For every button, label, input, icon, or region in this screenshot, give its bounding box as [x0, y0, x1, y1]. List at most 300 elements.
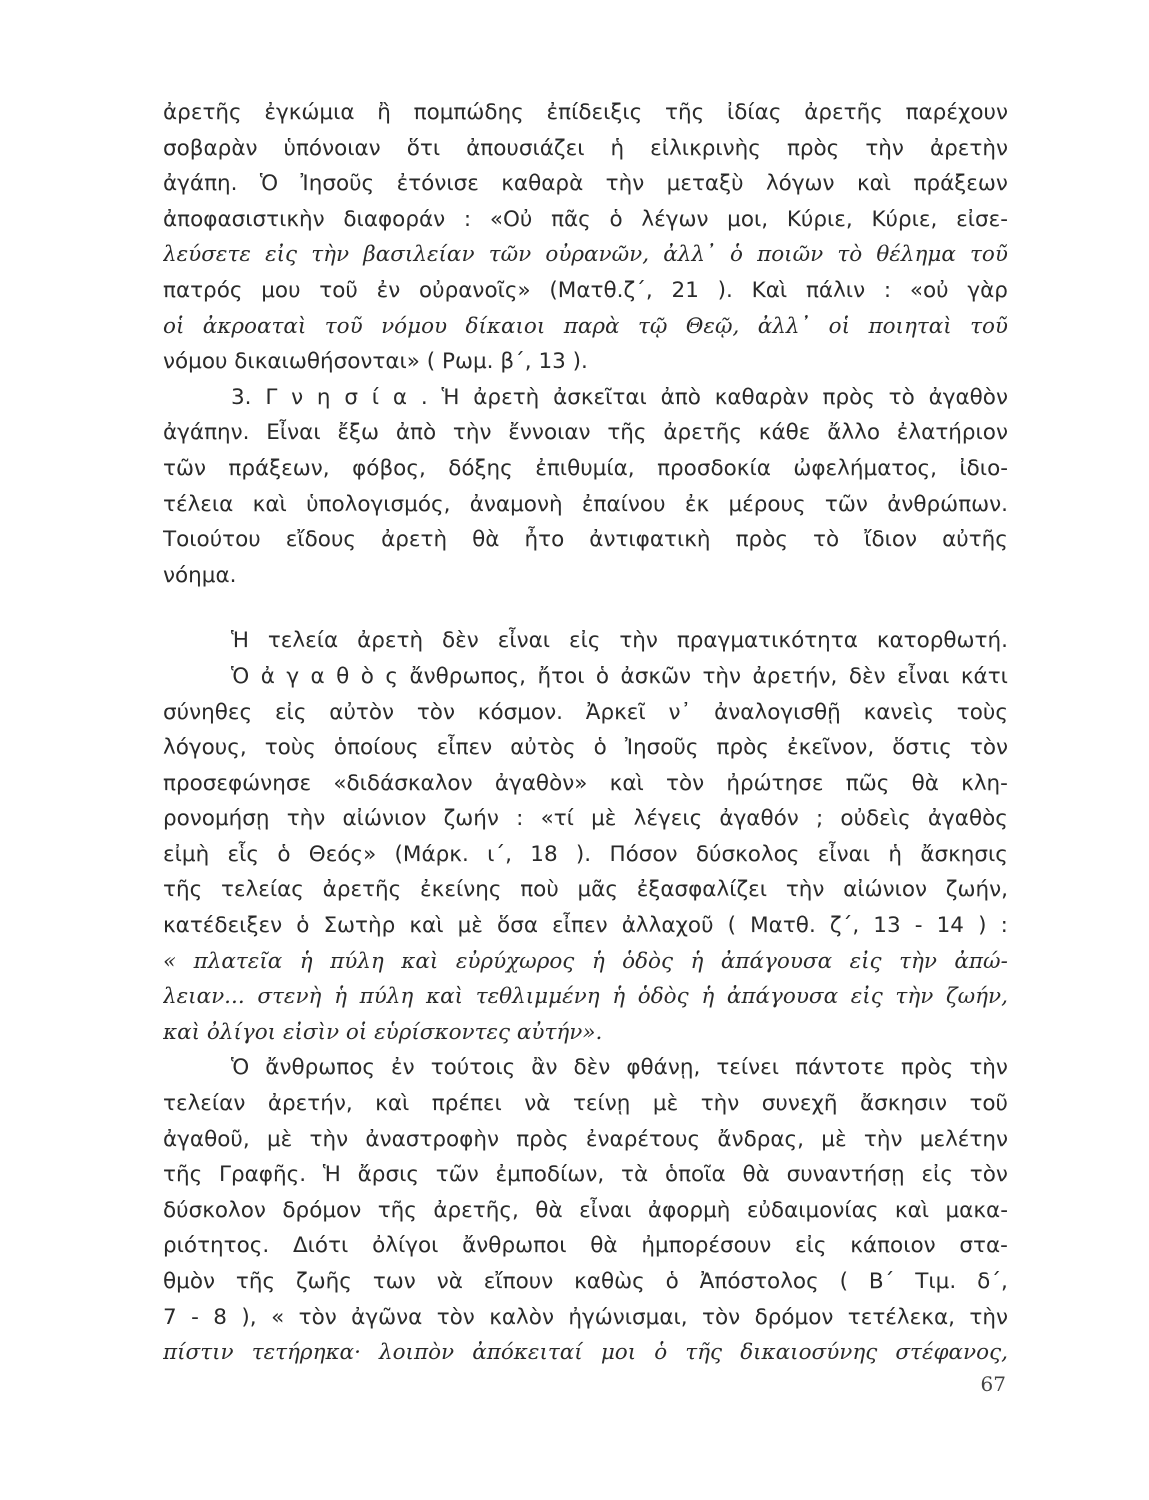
word: στέφανος,: [895, 1340, 1008, 1366]
word: καὶ: [894, 1197, 930, 1223]
word: ἀπὸ: [395, 420, 437, 446]
word: εἰλικρινὴς: [650, 135, 761, 161]
word: :: [463, 206, 472, 232]
word: ι΄,: [487, 841, 512, 867]
word: ὁποῖα: [664, 1162, 726, 1188]
text-line: [163, 451, 1008, 487]
word: δύσκολος: [695, 841, 800, 867]
word: λοιπὸν: [378, 1340, 455, 1366]
word: μελέτην: [919, 1126, 1008, 1152]
word: ζωήν,: [945, 984, 1008, 1010]
word: βασιλείαν: [363, 242, 475, 268]
word: εἴπουν: [483, 1269, 554, 1294]
word: Ἡ: [231, 628, 249, 654]
word: ἢ: [377, 100, 391, 125]
word: οἱ: [163, 313, 185, 339]
word: εἶναι: [579, 1197, 632, 1223]
word: ἄνθρωποι: [462, 1233, 567, 1259]
word: τὴν: [969, 1055, 1008, 1081]
word: ἠρώτησε: [726, 770, 824, 796]
word: δὲν: [442, 628, 479, 654]
word: τὴν: [286, 806, 326, 832]
word: Ἀπόστολος: [699, 1269, 819, 1294]
word: ἀλλ᾿: [663, 242, 716, 268]
word: ὁ: [593, 735, 607, 761]
word: ὁ: [665, 1269, 679, 1294]
word: πομπώδης: [413, 100, 524, 125]
word: κανεὶς: [863, 699, 934, 725]
word: ἀρετήν,: [752, 663, 838, 689]
word: ἀ: [260, 663, 275, 689]
word: τὴν: [969, 1304, 1008, 1330]
word: Κύριε,: [871, 206, 938, 232]
word: ἄσκησιν: [859, 1091, 947, 1117]
word: Ὁ: [231, 1055, 250, 1081]
word: Διότι: [292, 1233, 349, 1259]
word: ὁ: [729, 242, 743, 268]
word: θὰ: [742, 1162, 770, 1188]
word: ζωῆς: [295, 1269, 352, 1294]
word: τὸν: [436, 1304, 475, 1330]
word: τὴν: [785, 877, 825, 903]
word: δ΄,: [977, 1269, 1008, 1294]
word: πύλη: [330, 948, 384, 974]
word: μᾶς: [577, 877, 618, 903]
word: πρὸς: [735, 527, 788, 553]
word: ἂν: [531, 1055, 558, 1081]
word: κατέδειξεν: [163, 913, 283, 939]
word: εὐρύχωρος: [455, 948, 575, 974]
word: μοι,: [727, 206, 769, 232]
word: τῆς: [377, 1197, 417, 1223]
word: κλη-: [961, 770, 1008, 796]
word: εἰς: [265, 242, 298, 268]
word: «διδάσκαλον: [333, 770, 473, 796]
word: κάτι: [960, 663, 1008, 689]
word: Εἶναι: [266, 420, 321, 446]
word: ἐτόνισε: [396, 171, 479, 197]
word: ἡ: [888, 841, 903, 867]
word: ὸ: [360, 663, 374, 689]
word: ἀπάγουσα: [726, 984, 839, 1010]
word: μεταξὺ: [666, 171, 744, 197]
word: τὴν: [700, 1091, 740, 1117]
word: εἰς: [274, 699, 307, 725]
text-line: [163, 872, 1008, 908]
word: ἀσκεῖται: [553, 384, 647, 410]
word: τὸν: [702, 1304, 741, 1330]
word: ἠμπορέσουν: [641, 1233, 772, 1259]
word: πρὸς: [516, 1126, 569, 1152]
text-line: [163, 415, 1008, 451]
word: ἐπίδειξις: [546, 100, 643, 125]
word: 14: [936, 913, 964, 939]
word: τὰ: [621, 1162, 649, 1188]
word: καὶ: [401, 948, 439, 974]
word: τοῦ: [324, 313, 363, 339]
word: μὲ: [821, 1126, 847, 1152]
word: τῆς: [607, 420, 647, 446]
word: πάλιν: [805, 277, 866, 303]
text-line: [163, 237, 1008, 273]
word: τὸ: [888, 384, 915, 410]
text-line: νόημα.: [163, 562, 237, 588]
word: «Οὐ: [489, 206, 533, 232]
word: ὀλίγοι: [372, 1233, 439, 1259]
word: κάποιον: [850, 1233, 936, 1259]
word: πράξεων: [913, 171, 1008, 197]
word: γὰρ: [967, 277, 1008, 303]
word: τελείας: [220, 877, 304, 903]
word: αἰώνιον: [843, 877, 928, 903]
word: καὶ: [375, 1091, 410, 1117]
word: παρὰ: [563, 313, 620, 339]
word: ἀφορμὴ: [647, 1197, 731, 1223]
text-line: [163, 166, 1008, 202]
word: καλὸν: [489, 1304, 554, 1330]
word: Ἡ: [322, 1162, 341, 1188]
word: ἄνθρωπος: [265, 1055, 375, 1081]
word: δίκαιοι: [465, 313, 546, 339]
word: θέλημα: [876, 242, 956, 268]
word: ί: [371, 384, 380, 410]
word: αὐτὸν: [329, 699, 395, 725]
word: διαφοράν: [343, 206, 446, 232]
word: εἷς: [227, 841, 260, 867]
word: Τοιούτου: [163, 527, 261, 553]
word: ἐκεῖνον,: [786, 735, 875, 761]
text-line: καὶ ὀλίγοι εἰσὶν οἱ εὑρίσκοντες αὐτήν».: [163, 1019, 603, 1045]
word: ὑπολογισμός,: [306, 491, 451, 517]
word: θὰ: [590, 1233, 618, 1259]
word: ἀγαθὸς: [927, 806, 1008, 832]
word: τῶν: [163, 455, 206, 481]
text-line: [163, 837, 1008, 873]
word: ἤτοι: [537, 663, 585, 689]
word: ὑπόνοιαν: [283, 135, 381, 161]
word: ἐπαίνου: [581, 491, 666, 517]
word: εἶπεν: [436, 735, 493, 761]
word: προσεφώνησε: [163, 770, 312, 796]
word: κόσμον.: [477, 699, 563, 725]
word: ἐπιθυμία,: [535, 455, 635, 481]
word: των: [372, 1269, 416, 1294]
word: ἀρετήν,: [267, 1091, 353, 1117]
word: πᾶς: [551, 206, 591, 232]
word: ἰδιο-: [959, 455, 1008, 481]
word: οὐρανοῖς»: [419, 277, 531, 303]
word: ἐκείνης: [420, 877, 502, 903]
word: οὐδεὶς: [840, 806, 911, 832]
word: εἰς: [568, 628, 601, 654]
text-line: [163, 659, 1008, 695]
word: ἀγάπη.: [163, 171, 238, 197]
word: δόξης: [448, 455, 513, 481]
word: τὴν: [895, 984, 934, 1010]
word: Πόσον: [609, 841, 678, 867]
word: τὸν: [969, 735, 1008, 761]
word: ἀγαθὸν»: [494, 770, 588, 796]
word: τελεία: [267, 628, 339, 654]
word: ἐκ: [684, 491, 710, 517]
word: τοῦ: [319, 277, 358, 303]
word: Θεῷ,: [685, 313, 740, 339]
word: λειαν...: [163, 984, 245, 1010]
word: σ: [344, 384, 358, 410]
word: ἐμποδίων,: [495, 1162, 605, 1188]
text-line: [163, 695, 1008, 731]
word: φόβος,: [352, 455, 426, 481]
word: ἀνθρώπων.: [887, 491, 1008, 517]
page-number: 67: [980, 1372, 1006, 1396]
book-page-text: [163, 95, 1008, 1371]
word: δρόμον: [282, 1197, 362, 1223]
word: ὁ: [654, 1340, 668, 1366]
word: ρονομήσῃ: [163, 806, 270, 832]
word: ).: [717, 277, 733, 303]
word: λέγεις: [633, 806, 703, 832]
word: Ματθ.: [750, 913, 816, 939]
word: ἔξω: [337, 420, 380, 446]
word: ἀγαθόν: [719, 806, 799, 832]
word: αὐτῆς: [942, 527, 1008, 553]
text-line: [163, 1228, 1008, 1264]
word: ἀποφασιστικὴν: [163, 206, 325, 232]
word: ἐγκώμια: [264, 100, 355, 125]
word: ἀλλ᾿: [757, 313, 811, 339]
word: ἀντιφατικὴ: [589, 527, 711, 553]
word: ἠγώνισμαι,: [568, 1304, 688, 1330]
text-line: [163, 766, 1008, 802]
word: ἄνδρας,: [717, 1126, 805, 1152]
word: δὲν: [573, 1055, 611, 1081]
word: σύνηθες: [163, 699, 253, 725]
word: δικαιοσύνης: [740, 1340, 878, 1366]
text-line: [163, 1300, 1008, 1336]
word: καὶ: [609, 770, 644, 796]
word: (: [839, 1269, 848, 1294]
word: δύσκολον: [163, 1197, 266, 1223]
word: θὰ: [535, 1197, 563, 1223]
word: μὲ: [652, 1091, 679, 1117]
word: λέγων: [641, 206, 709, 232]
word: τεθλιμμένη: [475, 984, 600, 1010]
word: πρὸς: [716, 735, 769, 761]
paragraph-spacer: [163, 593, 1008, 623]
word: 3.: [231, 384, 252, 410]
word: ἀλλαχοῦ: [621, 913, 714, 939]
word: ὁδὸς: [622, 948, 674, 974]
word: νὰ: [436, 1269, 463, 1294]
word: τὴν: [702, 663, 742, 689]
word: τῆς: [163, 877, 203, 903]
word: ἀπάγουσα: [720, 948, 833, 974]
word: ἀσκῶν: [620, 663, 692, 689]
text-line: [163, 273, 1008, 309]
word: ὁδὸς: [637, 984, 689, 1010]
word: α: [310, 663, 325, 689]
word: τὴν: [311, 242, 350, 268]
word: τὸν: [666, 770, 705, 796]
word: ;: [815, 806, 824, 832]
word: τῶν: [488, 242, 532, 268]
text-line: [163, 979, 1008, 1015]
word: τοὺς: [264, 735, 316, 761]
text-line: [163, 801, 1008, 837]
word: η: [316, 384, 331, 410]
word: ἐν: [376, 277, 401, 303]
word: ἴδιον: [864, 527, 918, 553]
word: συναντήσῃ: [786, 1162, 905, 1188]
word: εὐδαιμονίας: [746, 1197, 879, 1223]
word: εἴδους: [285, 527, 357, 553]
word: ἡ: [701, 984, 715, 1010]
word: καὶ: [252, 491, 287, 517]
word: εἰς: [794, 1233, 827, 1259]
word: ): [978, 913, 987, 939]
word: Καὶ: [751, 277, 788, 303]
word: τὸν: [969, 1162, 1008, 1188]
word: ἀρετὴν: [929, 135, 1008, 161]
word: πραγματικότητα: [676, 628, 858, 654]
word: τῆς: [685, 1340, 723, 1366]
word: τὸ: [813, 527, 840, 553]
word: εἰσε-: [956, 206, 1008, 232]
word: ὁποίους: [333, 735, 419, 761]
word: (Ματθ.ζ΄,: [549, 277, 653, 303]
word: εἰς: [849, 948, 882, 974]
word: ἀρετῆς: [163, 100, 242, 125]
word: τῆς: [665, 100, 705, 125]
word: καὶ: [425, 984, 464, 1010]
word: λόγους,: [163, 735, 247, 761]
word: ν᾿: [668, 699, 692, 725]
word: ἡ: [299, 948, 313, 974]
word: Ὁ: [231, 663, 250, 689]
word: εἰμὴ: [163, 841, 210, 867]
word: πίστιν: [163, 1340, 234, 1366]
word: ὅστις: [892, 735, 952, 761]
word: ἐναρέτους: [585, 1126, 701, 1152]
word: Τιμ.: [915, 1269, 957, 1294]
word: ὠφελήματος,: [793, 455, 937, 481]
text-line: [163, 1122, 1008, 1158]
word: Ἰησοῦς: [300, 171, 375, 197]
word: ἀρετὴ: [357, 628, 424, 654]
word: α: [392, 384, 408, 410]
word: εἶναι: [497, 628, 551, 654]
word: ν: [291, 384, 304, 410]
word: «οὐ: [909, 277, 949, 303]
word: Κύριε,: [786, 206, 853, 232]
word: Ἰησοῦς: [624, 735, 699, 761]
word: τὴν: [619, 628, 658, 654]
word: ἀγαθὸν: [928, 384, 1008, 410]
word: εἶπεν: [552, 913, 608, 939]
word: καθαρὰ: [501, 171, 584, 197]
word: κάθε: [758, 420, 811, 446]
word: 7: [163, 1304, 177, 1330]
word: συνεχῆ: [761, 1091, 838, 1117]
word: εἶναι: [897, 663, 950, 689]
word: ὁ: [595, 663, 610, 689]
word: ἀρετὴ: [473, 384, 540, 410]
text-line: [163, 730, 1008, 766]
word: «: [163, 948, 177, 974]
word: ἀναμονὴ: [469, 491, 563, 517]
word: :: [516, 806, 524, 832]
text-line: [163, 1335, 1008, 1371]
word: ζωήν: [443, 806, 499, 832]
word: 18: [530, 841, 558, 867]
text-line: [163, 1193, 1008, 1229]
word: -: [191, 1304, 199, 1330]
word: ἀπόκειταί: [472, 1340, 583, 1366]
word: τοῦ: [970, 313, 1008, 339]
text-line: νόμου δικαιωθήσονται» ( Ρωμ. β΄, 13 ).: [163, 349, 588, 375]
word: ἀπουσιάζει: [466, 135, 585, 161]
word: καὶ: [409, 913, 444, 939]
word: (Μάρκ.: [394, 841, 469, 867]
word: δὲν: [848, 663, 886, 689]
word: κατορθωτή.: [876, 628, 1008, 654]
word: ἀρετὴ: [381, 527, 448, 553]
word: :: [1000, 913, 1008, 939]
word: τῶν: [435, 1162, 479, 1188]
word: εἶναι: [817, 841, 871, 867]
word: ποὺ: [520, 877, 559, 903]
word: ),: [241, 1304, 257, 1330]
text-line: [163, 522, 1008, 558]
word: ἀναλογισθῇ: [714, 699, 841, 725]
word: :: [883, 277, 892, 303]
word: τὸν: [298, 1304, 337, 1330]
word: τούτοις: [430, 1055, 516, 1081]
text-line: [163, 380, 1008, 416]
word: δρόμον: [754, 1304, 834, 1330]
word: πρὸς: [900, 1055, 954, 1081]
word: Β΄: [868, 1269, 895, 1294]
word: προσδοκία: [657, 455, 771, 481]
word: ριότητος.: [163, 1233, 270, 1259]
word: μέρους: [728, 491, 806, 517]
word: ἀρετῆς: [663, 420, 742, 446]
word: τείνῃ: [572, 1091, 631, 1117]
word: Ἀρκεῖ: [585, 699, 646, 725]
word: οἱ: [828, 313, 851, 339]
word: ὁ: [296, 913, 310, 939]
word: ς: [385, 663, 399, 689]
word: τῆς: [235, 1269, 276, 1294]
word: σοβαρὰν: [163, 135, 258, 161]
word: .: [420, 384, 428, 410]
word: τοὺς: [956, 699, 1008, 725]
word: ἀρετῆς,: [433, 1197, 519, 1223]
word: τετέλεκα,: [847, 1304, 955, 1330]
word: μοι: [600, 1340, 637, 1366]
word: ἄσκησις: [920, 841, 1008, 867]
word: καθαρὰν: [714, 384, 809, 410]
word: μακα-: [945, 1197, 1008, 1223]
word: Γραφῆς.: [219, 1162, 307, 1188]
word: καθὼς: [574, 1269, 645, 1294]
word: Σωτὴρ: [323, 913, 396, 939]
word: ἦτο: [524, 527, 565, 553]
word: 8: [213, 1304, 227, 1330]
word: ἐξασφαλίζει: [636, 877, 768, 903]
word: τέλεια: [163, 491, 234, 517]
word: στα-: [959, 1233, 1008, 1259]
